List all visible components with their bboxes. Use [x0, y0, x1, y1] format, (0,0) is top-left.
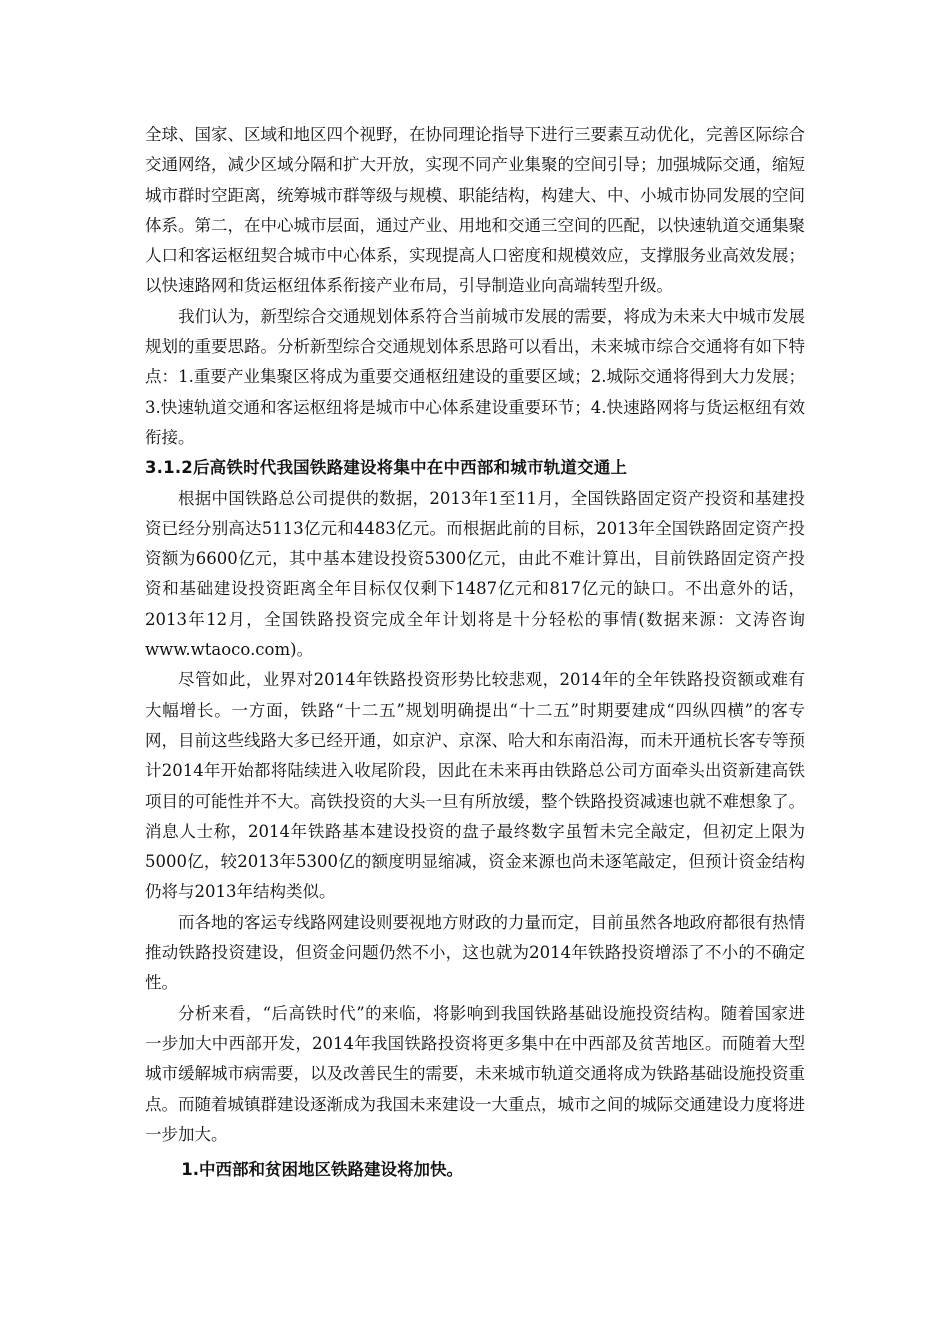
document-page	[145, 120, 805, 1185]
paragraph-analysis: 分析来看，“后高铁时代”的来临，将影响到我国铁路基础设施投资结构。随着国家进一步加大中西部开发，2014年我国铁路投资将更多集中在中西部及贫苦地区。而随着大型城市缓解城市病需要，以及改善民生的需要，未来城市轨道交通将成为铁路基础设施投资重点。而随着城镇群建设逐渐成为我国未来建设一大重点，城市之间的城际交通建设力度将进一步加大。	[145, 1003, 805, 1144]
paragraph-intro-continuation: 全球、国家、区域和地区四个视野，在协同理论指导下进行三要素互动优化，完善区际综合交通网络，减少区域分隔和扩大开放，实现不同产业集聚的空间引导；加强城际交通，缩短城市群时空距离，统筹城市群等级与规模、职能结构，构建大、中、小城市协同发展的空间体系。第二，在中心城市层面，通过产业、用地和交通三空间的匹配，以快速轨道交通集聚人口和客运枢纽契合城市中心体系，实现提高人口密度和规模效应，支撑服务业高效发展；以快速路网和货运枢纽体系衔接产业布局，引导制造业向高端转型升级。	[145, 125, 805, 296]
paragraph-2014-outlook: 尽管如此，业界对2014年铁路投资形势比较悲观，2014年的全年铁路投资额或难有大幅增长。一方面，铁路“十二五”规划明确提出“十二五”时期要建成“四纵四横”的客专网，目前这些线路大多已经开通，如京沪、京深、哈大和东南沿海，而未开通杭长客专等预计2014年开始都将陆续进入收尾阶段，因此在未来再由铁路总公司方面牵头出资新建高铁项目的可能性并不大。高铁投资的大头一旦有所放缓，整个铁路投资减速也就不难想象了。消息人士称，2014年铁路基本建设投资的盘子最终数字虽暂未完全敲定，但初定上限为5000亿，较2013年5300亿的额度明显缩减，资金来源也尚未逐笔敲定，但预计资金结构仍将与2013年结构类似。	[145, 670, 805, 902]
paragraph-new-traffic-planning: 我们认为，新型综合交通规划体系符合当前城市发展的需要，将成为未来大中城市发展规划的重要思路。分析新型综合交通规划体系思路可以看出，未来城市综合交通将有如下特点：1.重要产业集聚区将成为重要交通枢纽建设的重要区域；2.城际交通将得到大力发展；3.快速轨道交通和客运枢纽将是城市中心体系建设重要环节；4.快速路网将与货运枢纽有效衔接。	[145, 306, 805, 447]
paragraph-local-finance: 而各地的客运专线路网建设则要视地方财政的力量而定，目前虽然各地政府都很有热情推动铁路投资建设，但资金问题仍然不小，这也就为2014年铁路投资增添了不小的不确定性。	[145, 912, 805, 993]
subheading-central-western: 1.中西部和贫困地区铁路建设将加快。	[181, 1160, 464, 1180]
paragraph-railway-investment-data: 根据中国铁路总公司提供的数据，2013年1至11月，全国铁路固定资产投资和基建投资已经分别高达5113亿元和4483亿元。而根据此前的目标，2013年全国铁路固定资产投资额为6600亿元，其中基本建设投资5300亿元，由此不难计算出，目前铁路固定资产投资和基础建设投资距离全年目标仅仅剩下1487亿元和817亿元的缺口。不出意外的话，2013年12月，全国铁路投资完成全年计划将是十分轻松的事情(数据来源：文涛咨询www.wtaoco.com)。	[145, 488, 805, 660]
section-heading-3-1-2: 3.1.2后高铁时代我国铁路建设将集中在中西部和城市轨道交通上	[145, 458, 628, 478]
